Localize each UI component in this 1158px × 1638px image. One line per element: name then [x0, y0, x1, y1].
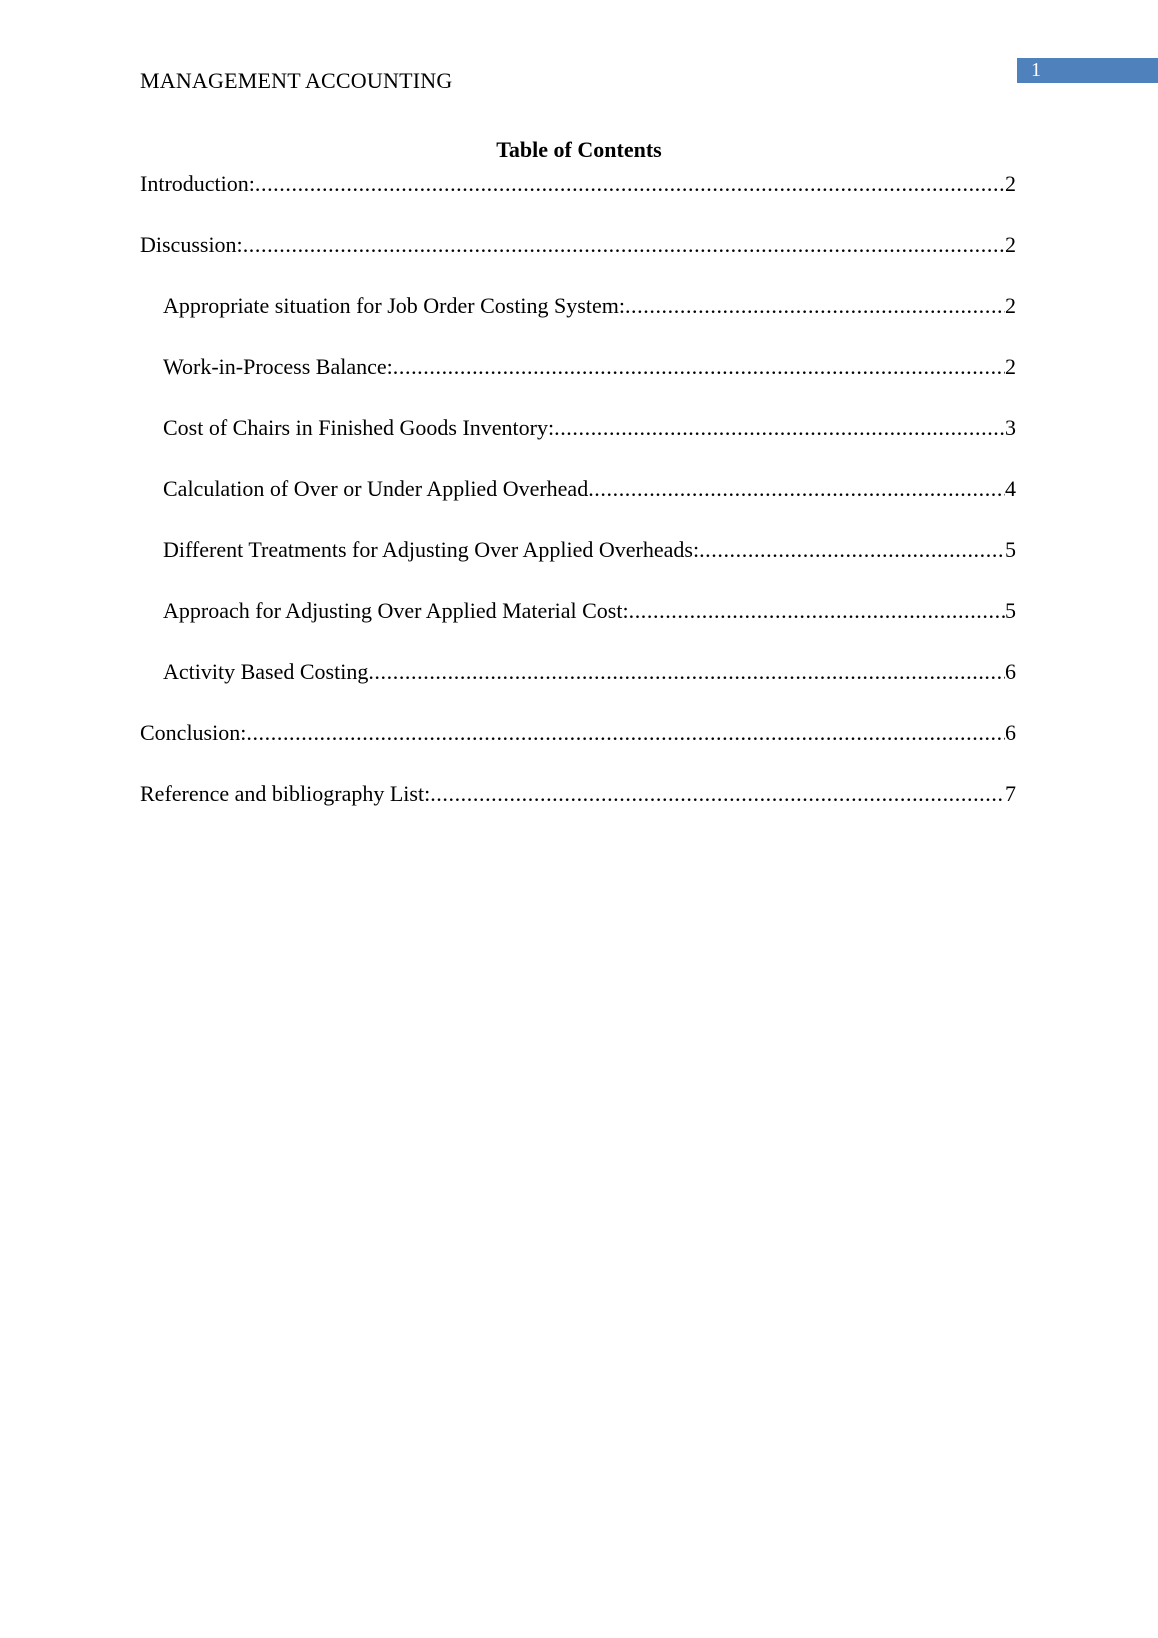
toc-dot-leader [393, 352, 1005, 382]
toc-entry-different-treatments[interactable] [163, 535, 1016, 565]
toc-dot-leader [629, 596, 1005, 626]
toc-dot-leader [243, 230, 1005, 260]
toc-entry-activity-based-costing[interactable] [163, 657, 1016, 687]
toc-entry-page: 2 [1005, 293, 1016, 318]
toc-entry-page: 5 [1005, 537, 1016, 562]
toc-dot-leader [430, 779, 1005, 809]
toc-dot-leader [554, 413, 1005, 443]
toc-entry-label: Introduction: [140, 171, 255, 196]
toc-entry-page: 2 [1005, 354, 1016, 379]
toc-entry-label: Activity Based Costing [163, 659, 369, 684]
toc-dot-leader [255, 169, 1005, 199]
toc-entry-references[interactable] [140, 779, 1016, 809]
toc-entry-job-order-costing[interactable] [163, 291, 1016, 321]
toc-entry-material-cost[interactable] [163, 596, 1016, 626]
toc-entry-label: Cost of Chairs in Finished Goods Inventory: [163, 415, 555, 440]
toc-entry-applied-overhead[interactable] [163, 474, 1016, 504]
toc-entry-page: 5 [1005, 598, 1016, 623]
toc-dot-leader [368, 657, 1005, 687]
toc-dot-leader [699, 535, 1005, 565]
toc-entry-page: 2 [1005, 171, 1016, 196]
toc-entry-conclusion[interactable] [140, 718, 1016, 748]
running-header-title: MANAGEMENT ACCOUNTING [140, 68, 453, 93]
toc-entry-label: Work-in-Process Balance: [163, 354, 393, 379]
toc-heading: Table of Contents [496, 137, 662, 162]
toc-entry-page: 3 [1005, 415, 1016, 440]
toc-entry-label: Appropriate situation for Job Order Costing System: [163, 293, 625, 318]
toc-entry-introduction[interactable] [140, 169, 1016, 199]
toc-dot-leader [246, 718, 1005, 748]
toc-entry-work-in-process[interactable] [163, 352, 1016, 382]
toc-entry-label: Conclusion: [140, 720, 247, 745]
toc-entry-page: 6 [1005, 720, 1016, 745]
toc-entry-cost-of-chairs[interactable] [163, 413, 1016, 443]
toc-entry-discussion[interactable] [140, 230, 1016, 260]
toc-entry-page: 7 [1005, 781, 1016, 806]
toc-entry-label: Approach for Adjusting Over Applied Material Cost: [163, 598, 629, 623]
toc-entry-label: Reference and bibliography List: [140, 781, 431, 806]
toc-entry-page: 6 [1005, 659, 1016, 684]
toc-dot-leader [625, 291, 1005, 321]
toc-entry-label: Different Treatments for Adjusting Over Applied Overheads: [163, 537, 700, 562]
toc-entry-label: Calculation of Over or Under Applied Overhead [163, 476, 589, 501]
page-number: 1 [1031, 59, 1041, 81]
page-number-box [1017, 58, 1158, 83]
toc-entry-page: 4 [1005, 476, 1016, 501]
toc-entry-label: Discussion: [140, 232, 243, 257]
toc-dot-leader [588, 474, 1005, 504]
toc-entry-page: 2 [1005, 232, 1016, 257]
